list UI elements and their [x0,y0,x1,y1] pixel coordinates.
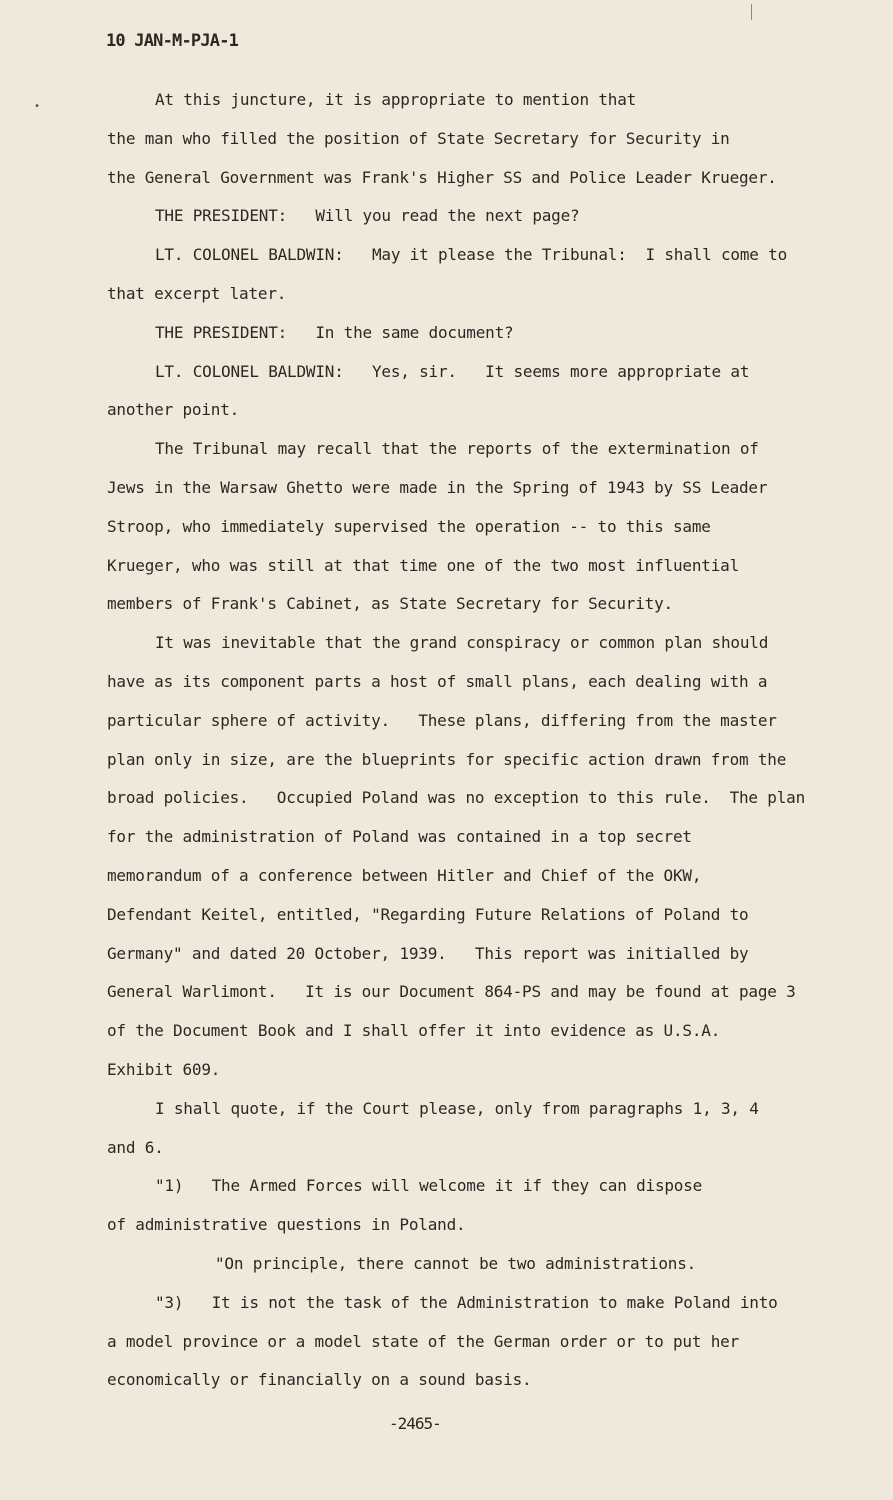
text-line: Krueger, who was still at that time one of the two most influential [107,555,739,575]
quote-line: a model province or a model state of the German order or to put her [107,1331,739,1351]
text-line: particular sphere of activity. These plans, differing from the master [107,710,777,730]
text-line: At this juncture, it is appropriate to mention that [155,90,637,109]
margin-mark: • [34,101,40,112]
speaker-line: LT. COLONEL BALDWIN: Yes, sir. It seems more appropriate at [155,361,750,381]
quote-line: "On principle, there cannot be two administrations. [215,1253,697,1273]
quote-line: "3) It is not the task of the Administration to make Poland into [155,1292,778,1312]
text-line: I shall quote, if the Court please, only from paragraphs 1, 3, 4 [155,1098,759,1118]
text-line: broad policies. Occupied Poland was no exception to this rule. The plan [107,788,806,808]
text-line: It was inevitable that the grand conspiracy or common plan should [155,633,769,653]
text-line: General Warlimont. It is our Document 864-PS and may be found at page 3 [107,982,796,1002]
text-line: the man who filled the position of State Secretary for Security in [107,128,730,148]
text-line: Stroop, who immediately supervised the operation -- to this same [107,516,711,536]
speaker-line: THE PRESIDENT: Will you read the next page? [155,206,580,226]
text-line: Germany" and dated 20 October, 1939. This report was initialled by [107,943,749,963]
text-line: Exhibit 609. [107,1059,221,1079]
text-line: Jews in the Warsaw Ghetto were made in the Spring of 1943 by SS Leader [107,477,768,497]
text-line: plan only in size, are the blueprints for specific action drawn from the [107,749,787,769]
text-line: have as its component parts a host of small plans, each dealing with a [107,671,768,691]
speaker-line: LT. COLONEL BALDWIN: May it please the Tribunal: I shall come to [155,245,787,265]
quote-line: economically or financially on a sound basis. [107,1370,532,1390]
text-line: the General Government was Frank's Higher SS and Police Leader Krueger. [107,167,777,187]
text-line: of the Document Book and I shall offer it into evidence as U.S.A. [107,1021,721,1041]
quote-line: "1) The Armed Forces will welcome it if they can dispose [155,1176,703,1196]
text-line: and 6. [107,1137,164,1157]
paper-edge-mark [751,4,752,20]
text-line: another point. [107,400,240,420]
quote-line: of administrative questions in Poland. [107,1215,466,1235]
transcript-body [107,87,847,1406]
page-identifier: 10 JAN-M-PJA-1 [106,31,239,51]
text-line: memorandum of a conference between Hitler and Chief of the OKW, [107,865,702,885]
text-line: for the administration of Poland was contained in a top secret [107,827,692,847]
text-line: The Tribunal may recall that the reports of the extermination of [155,439,759,459]
text-line: members of Frank's Cabinet, as State Secretary for Security. [107,594,673,614]
text-line: that excerpt later. [107,283,287,303]
page-number: -2465- [389,1414,441,1433]
text-line: Defendant Keitel, entitled, "Regarding Future Relations of Poland to [107,904,749,924]
speaker-line: THE PRESIDENT: In the same document? [155,322,514,342]
